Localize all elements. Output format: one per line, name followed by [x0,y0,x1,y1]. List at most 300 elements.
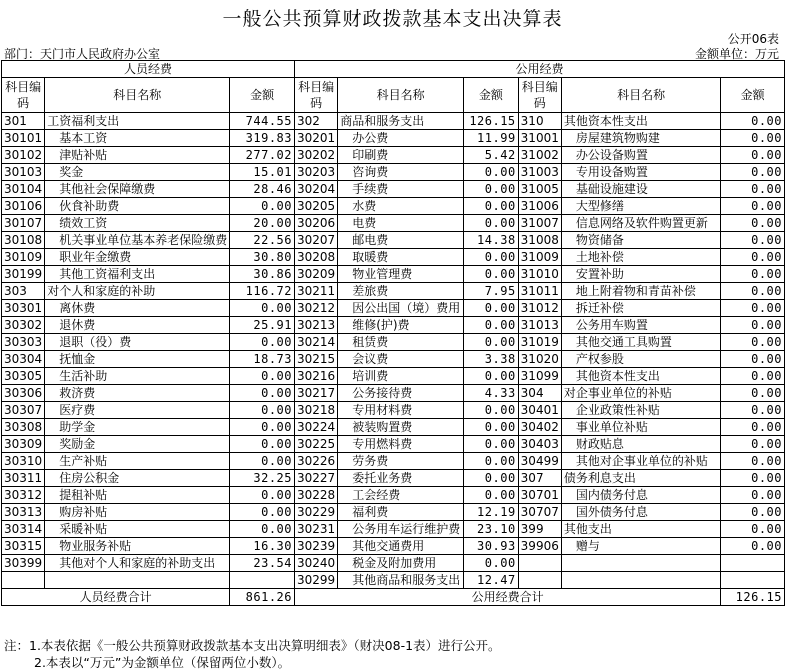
capital-name-cell: 财政贴息 [561,436,720,453]
goods-code-cell: 30218 [295,402,338,419]
capital-code-cell [518,555,561,572]
capital-name-cell: 国内债务付息 [561,487,720,504]
personnel-code-cell: 30312 [2,487,45,504]
amount-header: 金额 [230,78,295,113]
goods-name-cell: 福利费 [338,504,464,521]
goods-amount-cell: 0.00 [463,436,518,453]
personnel-amount-cell: 116.72 [230,283,295,300]
capital-name-cell: 物资储备 [561,232,720,249]
capital-code-cell: 399 [518,521,561,538]
table-row [2,419,785,436]
goods-name-cell: 专用材料费 [338,402,464,419]
capital-name-cell: 其他支出 [561,521,720,538]
personnel-amount-cell: 15.01 [230,164,295,181]
name-header: 科目名称 [338,78,464,113]
table-row [2,453,785,470]
table-row [2,232,785,249]
table-row [2,487,785,504]
capital-amount-cell: 0.00 [721,470,785,487]
personnel-code-cell: 303 [2,283,45,300]
capital-amount-cell: 0.00 [721,164,785,181]
capital-name-cell: 安置补助 [561,266,720,283]
note-line-1: 注：1.本表依据《一般公共预算财政拨款基本支出决算明细表》（财决08-1表）进行公开。 [4,638,501,653]
capital-code-cell: 31008 [518,232,561,249]
personnel-code-cell: 30106 [2,198,45,215]
table-row [2,334,785,351]
personnel-amount-cell: 0.00 [230,402,295,419]
goods-amount-cell: 0.00 [463,453,518,470]
personnel-amount-cell: 0.00 [230,521,295,538]
goods-amount-cell: 14.38 [463,232,518,249]
capital-code-cell: 31009 [518,249,561,266]
personnel-amount-cell [230,572,295,589]
personnel-code-cell: 30315 [2,538,45,555]
goods-code-cell: 30207 [295,232,338,249]
capital-name-cell: 拆迁补偿 [561,300,720,317]
code-header: 科目编码 [2,78,45,113]
goods-name-cell: 印刷费 [338,147,464,164]
capital-code-cell: 30401 [518,402,561,419]
personnel-code-cell: 30104 [2,181,45,198]
capital-amount-cell: 0.00 [721,181,785,198]
expenditure-table [1,60,785,606]
goods-name-cell: 取暖费 [338,249,464,266]
goods-code-cell: 30203 [295,164,338,181]
public-total-label: 公用经费合计 [295,589,721,606]
capital-amount-cell: 0.00 [721,419,785,436]
goods-code-cell: 30227 [295,470,338,487]
capital-code-cell: 31010 [518,266,561,283]
personnel-amount-cell: 0.00 [230,453,295,470]
table-row [2,215,785,232]
personnel-name-cell: 生产补贴 [45,453,230,470]
personnel-code-cell: 30301 [2,300,45,317]
personnel-name-cell: 绩效工资 [45,215,230,232]
personnel-amount-cell: 0.00 [230,385,295,402]
personnel-name-cell: 退休费 [45,317,230,334]
personnel-name-cell: 购房补贴 [45,504,230,521]
capital-name-cell: 产权参股 [561,351,720,368]
capital-code-cell: 310 [518,113,561,130]
personnel-code-cell: 30103 [2,164,45,181]
personnel-code-cell: 30107 [2,215,45,232]
personnel-name-cell: 物业服务补贴 [45,538,230,555]
personnel-amount-cell: 744.55 [230,113,295,130]
capital-name-cell: 信息网络及软件购置更新 [561,215,720,232]
personnel-amount-cell: 0.00 [230,504,295,521]
capital-name-cell: 办公设备购置 [561,147,720,164]
goods-amount-cell: 0.00 [463,555,518,572]
personnel-amount-cell: 20.00 [230,215,295,232]
capital-code-cell: 31019 [518,334,561,351]
personnel-name-cell: 机关事业单位基本养老保险缴费 [45,232,230,249]
table-row [2,572,785,589]
goods-amount-cell: 0.00 [463,470,518,487]
table-row [2,198,785,215]
goods-name-cell: 被装购置费 [338,419,464,436]
capital-amount-cell [721,555,785,572]
capital-name-cell: 其他资本性支出 [561,368,720,385]
name-header: 科目名称 [561,78,720,113]
table-row [2,283,785,300]
personnel-code-cell: 30108 [2,232,45,249]
personnel-name-cell: 抚恤金 [45,351,230,368]
goods-code-cell: 30299 [295,572,338,589]
personnel-amount-cell: 28.46 [230,181,295,198]
capital-amount-cell [721,572,785,589]
personnel-name-cell: 退职（役）费 [45,334,230,351]
personnel-name-cell: 住房公积金 [45,470,230,487]
personnel-code-cell: 30199 [2,266,45,283]
capital-name-cell: 国外债务付息 [561,504,720,521]
capital-amount-cell: 0.00 [721,130,785,147]
personnel-total-amount: 861.26 [230,589,295,606]
goods-amount-cell: 0.00 [463,300,518,317]
personnel-code-cell: 30306 [2,385,45,402]
capital-code-cell: 31007 [518,215,561,232]
table-row [2,300,785,317]
name-header: 科目名称 [45,78,230,113]
capital-name-cell: 其他对企事业单位的补贴 [561,453,720,470]
goods-code-cell: 30215 [295,351,338,368]
goods-name-cell: 培训费 [338,368,464,385]
capital-name-cell: 房屋建筑物购建 [561,130,720,147]
goods-name-cell: 商品和服务支出 [338,113,464,130]
goods-name-cell: 劳务费 [338,453,464,470]
table-row [2,538,785,555]
capital-code-cell: 31012 [518,300,561,317]
personnel-amount-cell: 319.83 [230,130,295,147]
personnel-code-cell: 30302 [2,317,45,334]
personnel-code-cell: 30109 [2,249,45,266]
goods-amount-cell: 5.42 [463,147,518,164]
personnel-name-cell: 提租补贴 [45,487,230,504]
capital-amount-cell: 0.00 [721,538,785,555]
goods-name-cell: 公务用车运行维护费 [338,521,464,538]
personnel-code-cell: 30309 [2,436,45,453]
personnel-amount-cell: 22.56 [230,232,295,249]
goods-code-cell: 30239 [295,538,338,555]
personnel-amount-cell: 30.80 [230,249,295,266]
goods-code-cell: 30225 [295,436,338,453]
goods-name-cell: 税金及附加费用 [338,555,464,572]
personnel-amount-cell: 277.02 [230,147,295,164]
personnel-name-cell: 其他对个人和家庭的补助支出 [45,555,230,572]
amount-header: 金额 [721,78,785,113]
capital-code-cell: 304 [518,385,561,402]
goods-name-cell: 办公费 [338,130,464,147]
capital-amount-cell: 0.00 [721,368,785,385]
personnel-name-cell: 离休费 [45,300,230,317]
goods-amount-cell: 0.00 [463,368,518,385]
code-header: 科目编码 [295,78,338,113]
goods-amount-cell: 3.38 [463,351,518,368]
personnel-code-cell: 30311 [2,470,45,487]
capital-name-cell: 公务用车购置 [561,317,720,334]
department-label: 部门：天门市人民政府办公室 [4,47,161,61]
capital-code-cell: 307 [518,470,561,487]
capital-amount-cell: 0.00 [721,300,785,317]
personnel-code-cell: 30102 [2,147,45,164]
capital-name-cell: 地上附着物和青苗补偿 [561,283,720,300]
capital-code-cell: 31006 [518,198,561,215]
goods-amount-cell: 0.00 [463,317,518,334]
capital-amount-cell: 0.00 [721,334,785,351]
goods-name-cell: 公务接待费 [338,385,464,402]
personnel-name-cell: 其他社会保障缴费 [45,181,230,198]
capital-amount-cell: 0.00 [721,283,785,300]
table-row [2,351,785,368]
capital-amount-cell: 0.00 [721,317,785,334]
amount-header: 金额 [463,78,518,113]
capital-name-cell: 事业单位补贴 [561,419,720,436]
goods-name-cell: 租赁费 [338,334,464,351]
personnel-amount-cell: 0.00 [230,419,295,436]
personnel-name-cell [45,572,230,589]
goods-amount-cell: 0.00 [463,487,518,504]
goods-code-cell: 30228 [295,487,338,504]
personnel-amount-cell: 18.73 [230,351,295,368]
goods-code-cell: 30231 [295,521,338,538]
personnel-name-cell: 救济费 [45,385,230,402]
goods-code-cell: 30201 [295,130,338,147]
capital-amount-cell: 0.00 [721,113,785,130]
goods-name-cell: 工会经费 [338,487,464,504]
goods-name-cell: 咨询费 [338,164,464,181]
capital-amount-cell: 0.00 [721,249,785,266]
capital-name-cell: 其他资本性支出 [561,113,720,130]
table-row [2,147,785,164]
personnel-code-cell: 30310 [2,453,45,470]
personnel-total-label: 人员经费合计 [2,589,230,606]
capital-code-cell: 30701 [518,487,561,504]
unit-label: 金额单位：万元 [694,47,779,61]
goods-code-cell: 30212 [295,300,338,317]
goods-code-cell: 30214 [295,334,338,351]
public-header: 公用经费 [295,61,785,78]
capital-code-cell: 31020 [518,351,561,368]
personnel-amount-cell: 16.30 [230,538,295,555]
goods-amount-cell: 0.00 [463,198,518,215]
capital-name-cell: 专用设备购置 [561,164,720,181]
capital-amount-cell: 0.00 [721,232,785,249]
code-header: 科目编码 [518,78,561,113]
table-row [2,470,785,487]
form-number: 公开06表 [727,32,779,46]
personnel-amount-cell: 0.00 [230,436,295,453]
capital-amount-cell: 0.00 [721,402,785,419]
personnel-name-cell: 津贴补贴 [45,147,230,164]
goods-code-cell: 30205 [295,198,338,215]
personnel-amount-cell: 0.00 [230,334,295,351]
table-row [2,521,785,538]
personnel-code-cell: 30307 [2,402,45,419]
goods-name-cell: 其他交通费用 [338,538,464,555]
capital-amount-cell: 0.00 [721,521,785,538]
personnel-name-cell: 基本工资 [45,130,230,147]
goods-amount-cell: 12.19 [463,504,518,521]
goods-name-cell: 委托业务费 [338,470,464,487]
capital-amount-cell: 0.00 [721,453,785,470]
capital-code-cell: 30499 [518,453,561,470]
personnel-code-cell: 30303 [2,334,45,351]
capital-name-cell: 对企事业单位的补贴 [561,385,720,402]
goods-name-cell: 物业管理费 [338,266,464,283]
capital-code-cell: 30403 [518,436,561,453]
personnel-name-cell: 助学金 [45,419,230,436]
goods-code-cell: 30216 [295,368,338,385]
personnel-code-cell: 30305 [2,368,45,385]
capital-code-cell: 31099 [518,368,561,385]
personnel-name-cell: 采暖补贴 [45,521,230,538]
goods-amount-cell: 0.00 [463,249,518,266]
goods-code-cell: 302 [295,113,338,130]
goods-name-cell: 电费 [338,215,464,232]
goods-amount-cell: 0.00 [463,334,518,351]
capital-name-cell: 其他交通工具购置 [561,334,720,351]
capital-amount-cell: 0.00 [721,504,785,521]
personnel-header: 人员经费 [2,61,295,78]
personnel-name-cell: 工资福利支出 [45,113,230,130]
goods-name-cell: 会议费 [338,351,464,368]
goods-code-cell: 30226 [295,453,338,470]
personnel-amount-cell: 0.00 [230,198,295,215]
capital-amount-cell: 0.00 [721,147,785,164]
goods-amount-cell: 11.99 [463,130,518,147]
capital-code-cell: 30402 [518,419,561,436]
capital-name-cell: 债务利息支出 [561,470,720,487]
capital-name-cell: 土地补偿 [561,249,720,266]
goods-code-cell: 30211 [295,283,338,300]
personnel-name-cell: 对个人和家庭的补助 [45,283,230,300]
table-row [2,402,785,419]
personnel-amount-cell: 0.00 [230,368,295,385]
personnel-code-cell [2,572,45,589]
personnel-name-cell: 其他工资福利支出 [45,266,230,283]
personnel-name-cell: 职业年金缴费 [45,249,230,266]
goods-code-cell: 30213 [295,317,338,334]
goods-name-cell: 其他商品和服务支出 [338,572,464,589]
capital-code-cell: 31005 [518,181,561,198]
table-row [2,436,785,453]
goods-amount-cell: 0.00 [463,164,518,181]
goods-code-cell: 30202 [295,147,338,164]
capital-amount-cell: 0.00 [721,266,785,283]
capital-name-cell [561,555,720,572]
capital-name-cell: 企业政策性补贴 [561,402,720,419]
goods-name-cell: 专用燃料费 [338,436,464,453]
goods-amount-cell: 23.10 [463,521,518,538]
goods-amount-cell: 7.95 [463,283,518,300]
page-title: 一般公共预算财政拨款基本支出决算表 [222,8,563,30]
goods-code-cell: 30229 [295,504,338,521]
personnel-amount-cell: 0.00 [230,487,295,504]
table-row [2,368,785,385]
personnel-code-cell: 30314 [2,521,45,538]
goods-amount-cell: 0.00 [463,181,518,198]
goods-amount-cell: 126.15 [463,113,518,130]
personnel-code-cell: 30304 [2,351,45,368]
capital-amount-cell: 0.00 [721,487,785,504]
capital-code-cell [518,572,561,589]
capital-code-cell: 31002 [518,147,561,164]
goods-amount-cell: 0.00 [463,215,518,232]
table-row [2,164,785,181]
personnel-name-cell: 医疗费 [45,402,230,419]
goods-name-cell: 手续费 [338,181,464,198]
table-row [2,504,785,521]
capital-name-cell [561,572,720,589]
goods-code-cell: 30206 [295,215,338,232]
table-row [2,113,785,130]
goods-name-cell: 维修(护)费 [338,317,464,334]
goods-amount-cell: 0.00 [463,266,518,283]
goods-name-cell: 差旅费 [338,283,464,300]
personnel-code-cell: 30308 [2,419,45,436]
goods-name-cell: 因公出国（境）费用 [338,300,464,317]
capital-amount-cell: 0.00 [721,436,785,453]
capital-name-cell: 赠与 [561,538,720,555]
personnel-name-cell: 奖励金 [45,436,230,453]
goods-amount-cell: 0.00 [463,419,518,436]
capital-code-cell: 31013 [518,317,561,334]
personnel-amount-cell: 25.91 [230,317,295,334]
goods-amount-cell: 4.33 [463,385,518,402]
table-row [2,317,785,334]
goods-amount-cell: 0.00 [463,402,518,419]
goods-code-cell: 30217 [295,385,338,402]
personnel-amount-cell: 0.00 [230,300,295,317]
note-line-2: 2.本表以“万元”为金额单位（保留两位小数）。 [34,655,291,670]
table-row [2,385,785,402]
capital-code-cell: 31003 [518,164,561,181]
personnel-amount-cell: 23.54 [230,555,295,572]
capital-name-cell: 大型修缮 [561,198,720,215]
personnel-amount-cell: 30.86 [230,266,295,283]
capital-amount-cell: 0.00 [721,215,785,232]
goods-code-cell: 30209 [295,266,338,283]
capital-amount-cell: 0.00 [721,198,785,215]
goods-code-cell: 30208 [295,249,338,266]
personnel-code-cell: 30313 [2,504,45,521]
personnel-name-cell: 生活补助 [45,368,230,385]
personnel-code-cell: 301 [2,113,45,130]
capital-code-cell: 31001 [518,130,561,147]
goods-name-cell: 水费 [338,198,464,215]
capital-code-cell: 31011 [518,283,561,300]
table-row [2,130,785,147]
table-row [2,249,785,266]
goods-code-cell: 30204 [295,181,338,198]
goods-code-cell: 30224 [295,419,338,436]
goods-amount-cell: 30.93 [463,538,518,555]
table-row [2,555,785,572]
capital-code-cell: 39906 [518,538,561,555]
goods-code-cell: 30240 [295,555,338,572]
table-row [2,181,785,198]
personnel-name-cell: 伙食补助费 [45,198,230,215]
capital-code-cell: 30707 [518,504,561,521]
table-row [2,266,785,283]
goods-name-cell: 邮电费 [338,232,464,249]
personnel-name-cell: 奖金 [45,164,230,181]
goods-amount-cell: 12.47 [463,572,518,589]
personnel-code-cell: 30399 [2,555,45,572]
personnel-code-cell: 30101 [2,130,45,147]
capital-amount-cell: 0.00 [721,351,785,368]
personnel-amount-cell: 32.25 [230,470,295,487]
capital-amount-cell: 0.00 [721,385,785,402]
